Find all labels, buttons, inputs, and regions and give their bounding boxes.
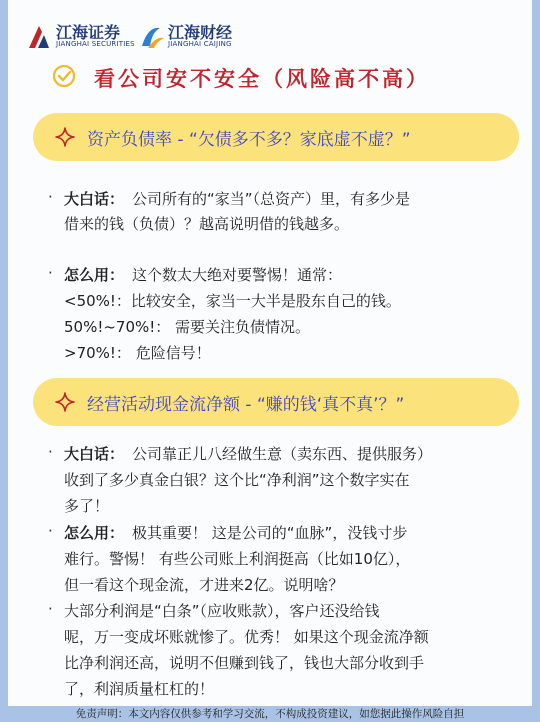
bullet-dot: · <box>48 600 53 618</box>
section2-detail-line2: 呢，万一变成坏账就惨了。优秀！ 如果这个现金流净额 <box>64 628 429 646</box>
how-to-use-label: 怎么用： <box>64 524 125 542</box>
section1-how-to-use-line2: <50%!：比较安全，家当一大半是股东自己的钱。 <box>64 292 401 310</box>
logo1-english: JIANGHAI SECURITIES <box>56 40 135 48</box>
logo1-name: 江海证券 <box>56 23 121 42</box>
section1-how-to-use-line3: 50%!~70%!： 需要关注负债情况。 <box>64 318 311 336</box>
check-circle-icon <box>52 64 76 88</box>
section2-plain-talk-line3: 多了！ <box>64 497 110 515</box>
bullet-dot: · <box>48 188 53 206</box>
page-title-row <box>52 64 512 91</box>
section2-detail-line3: 比净利润还高，说明不但赚到钱了，钱也大部分收到手 <box>64 654 425 672</box>
bullet-dot: · <box>48 522 53 540</box>
jianghai-securities-logo-icon <box>26 22 52 52</box>
section2-how-to-use-line1: 怎么用： 极其重要！ 这是公司的“血脉”，没钱寸步 <box>64 524 408 542</box>
how-to-use-label: 怎么用： <box>64 266 125 284</box>
diamond-icon <box>55 127 75 147</box>
section1-plain-talk-line2: 借来的钱（负债）？越高说明借的钱越多。 <box>64 215 350 233</box>
plain-talk-label: 大白话： <box>64 445 125 463</box>
section2-plain-talk-line1: 大白话： 公司靠正儿八经做生意（卖东西、提供服务） <box>64 445 433 463</box>
disclaimer-footer: 免责声明：本文内容仅供参考和学习交流，不构成投资建议，如您据此操作风险自担 <box>75 708 465 720</box>
brand-header <box>26 20 326 56</box>
section2-plain-talk-line2: 收到了多少真金白银？这个比“净利润”这个数字实在 <box>64 471 410 489</box>
section2-heading-text: 经营活动现金流净额 - “赚的钱‘真不真’？” <box>87 395 405 415</box>
content-card <box>8 0 532 706</box>
logo2-name: 江海财经 <box>168 23 233 42</box>
logo2-english: JIANGHAI CAIJING <box>168 40 232 48</box>
section1-how-to-use-line1: 怎么用： 这个数太大绝对要警惕！通常： <box>64 266 343 284</box>
section1-heading-text: 资产负债率 - “欠债多不多？家底虚不虚？” <box>87 130 411 150</box>
section2-detail-line1: 大部分利润是“白条”（应收账款），客户还没给钱 <box>64 602 380 620</box>
section2-how-to-use-line2: 难行。警惕！ 有些公司账上利润挺高（比如10亿）， <box>64 550 411 568</box>
section2-how-to-use-line3: 但一看这个现金流，才进来2亿。说明啥？ <box>64 576 344 594</box>
section1-how-to-use-line4: >70%!： 危险信号！ <box>64 344 211 362</box>
plain-talk-label: 大白话： <box>64 190 125 208</box>
section2-detail-line4: 了，利润质量杠杠的！ <box>64 680 215 698</box>
section1-plain-talk-line1: 大白话： 公司所有的“家当”（总资产）里，有多少是 <box>64 190 411 208</box>
section-heading-debt-ratio <box>33 113 519 161</box>
page-title: 看公司安不安全（风险高不高） <box>94 67 430 91</box>
bullet-dot: · <box>48 443 53 461</box>
bullet-dot: · <box>48 264 53 282</box>
jianghai-caijing-logo-icon <box>138 22 166 52</box>
section-heading-operating-cash-flow <box>33 378 519 426</box>
diamond-icon <box>55 392 75 412</box>
